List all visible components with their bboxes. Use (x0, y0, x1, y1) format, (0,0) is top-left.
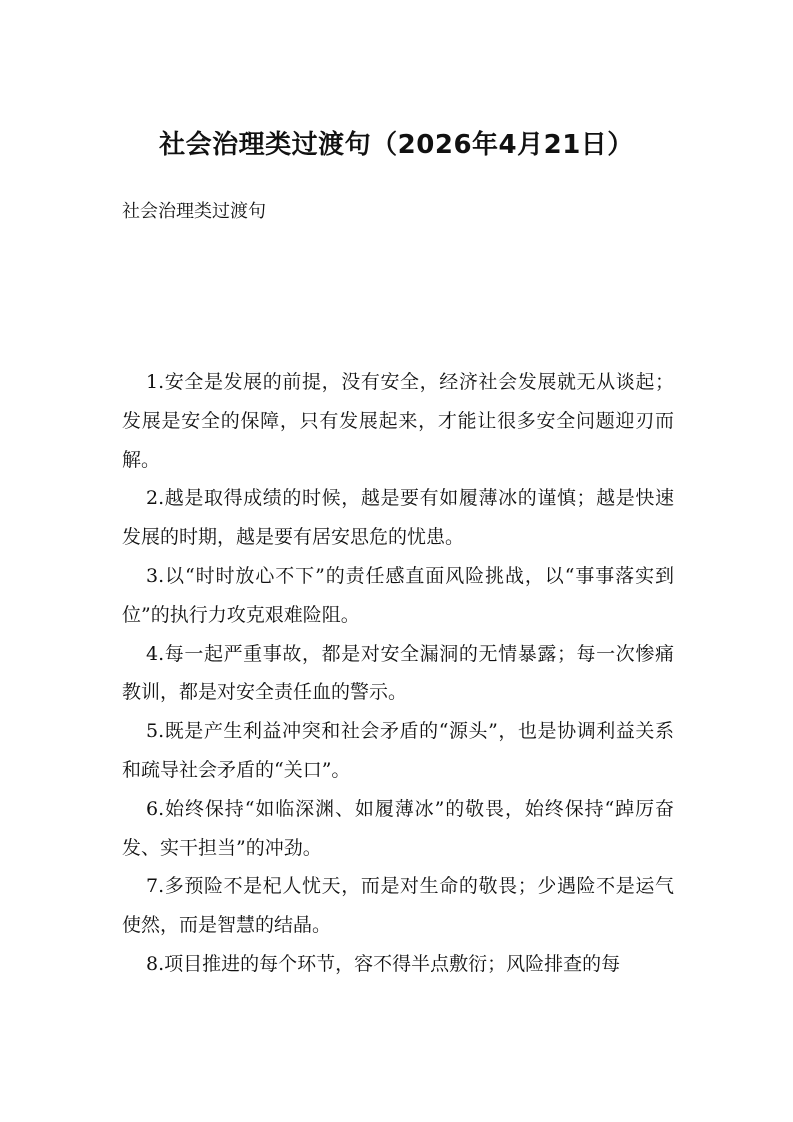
document-body (122, 363, 674, 984)
paragraph-1: 1.安全是发展的前提，没有安全，经济社会发展就无从谈起；发展是安全的保障，只有发展起来，才能让很多安全问题迎刃而解。 (122, 371, 674, 471)
paragraph-6: 6.始终保持“如临深渊、如履薄冰”的敬畏，始终保持“踔厉奋发、实干担当”的冲劲。 (122, 797, 674, 859)
paragraph-3: 3.以“时时放心不下”的责任感直面风险挑战，以“事事落实到位”的执行力攻克艰难险阻。 (122, 564, 674, 626)
paragraph-7: 7.多预险不是杞人忧天，而是对生命的敬畏；少遇险不是运气使然，而是智慧的结晶。 (122, 875, 674, 937)
paragraph-4: 4.每一起严重事故，都是对安全漏洞的无情暴露；每一次惨痛教训，都是对安全责任血的警示。 (122, 642, 674, 704)
paragraph-5: 5.既是产生利益冲突和社会矛盾的“源头”，也是协调利益关系和疏导社会矛盾的“关口”。 (122, 720, 674, 781)
paragraph-8: 8.项目推进的每个环节，容不得半点敷衍；风险排查的每 (146, 952, 621, 975)
document-title: 社会治理类过渡句（2026年4月21日） (159, 130, 634, 160)
paragraph-2: 2.越是取得成绩的时候，越是要有如履薄冰的谨慎；越是快速发展的时期，越是要有居安思危的忧患。 (122, 487, 674, 549)
document-subtitle: 社会治理类过渡句 (122, 201, 266, 222)
